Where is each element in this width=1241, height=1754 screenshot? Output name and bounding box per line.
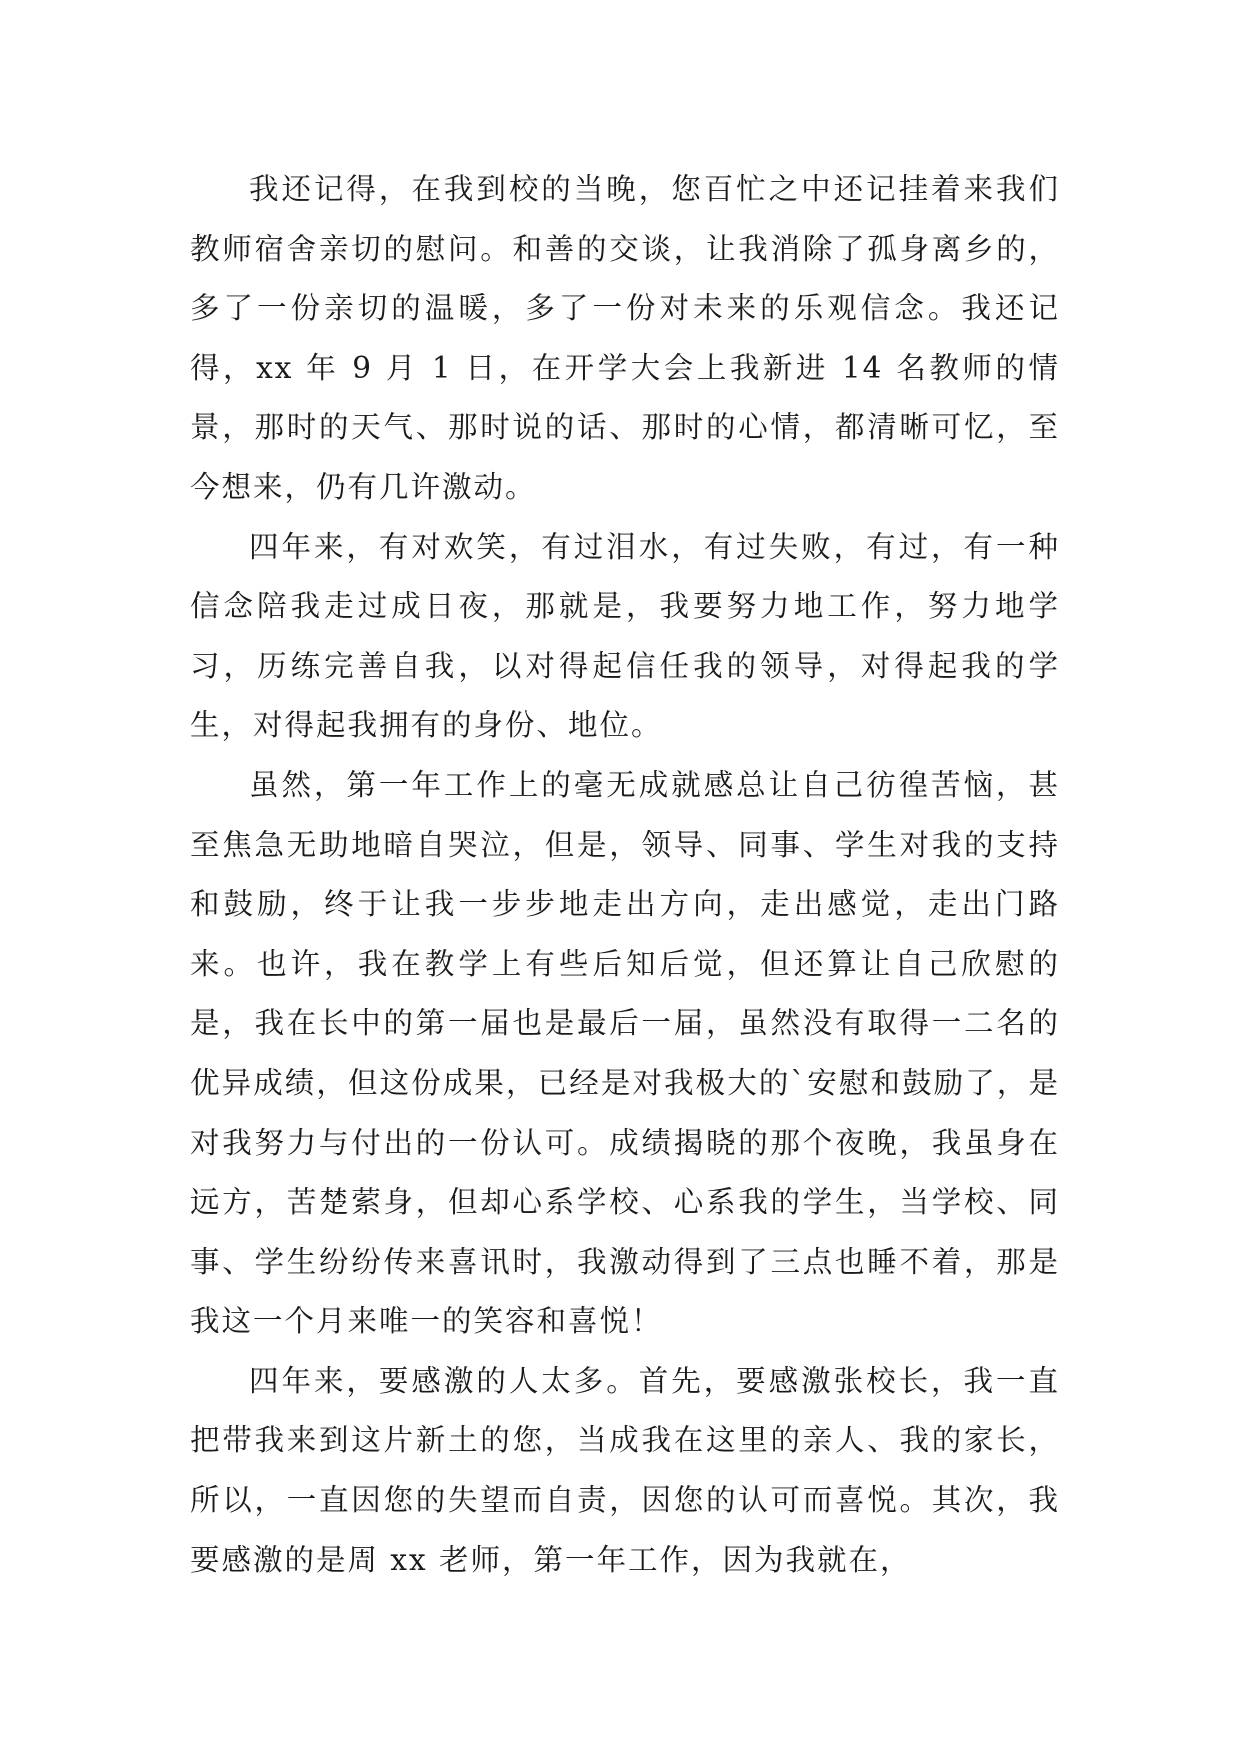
paragraph-2: 四年来，有对欢笑，有过泪水，有过失败，有过，有一种信念陪我走过成日夜，那就是，我要努力地工作，努力地学习，历练完善自我，以对得起信任我的领导，对得起我的学生，对得起我拥有的身份、地位。 (190, 529, 1060, 743)
paragraph-4: 四年来，要感激的人太多。首先，要感激张校长，我一直把带我来到这片新土的您，当成我在这里的亲人、我的家长，所以，一直因您的失望而自责，因您的认可而喜悦。其次，我要感激的是周 xx 老师，第一年工作，因为我就在， (190, 1363, 1060, 1577)
paragraph-1: 我还记得，在我到校的当晚，您百忙之中还记挂着来我们教师宿舍亲切的慰问。和善的交谈，让我消除了孤身离乡的，多了一份亲切的温暖，多了一份对未来的乐观信念。我还记得，xx 年 9 月 1 日，在开学大会上我新进 14 名教师的情景，那时的天气、那时说的话、那时的心情，都清晰可忆，至今想来，仍有几许激动。 (190, 172, 1060, 504)
document-body (190, 160, 1060, 1590)
paragraph-3: 虽然，第一年工作上的毫无成就感总让自己彷徨苦恼，甚至焦急无助地暗自哭泣，但是，领导、同事、学生对我的支持和鼓励，终于让我一步步地走出方向，走出感觉，走出门路来。也许，我在教学上有些后知后觉，但还算让自己欣慰的是，我在长中的第一届也是最后一届，虽然没有取得一二名的优异成绩，但这份成果，已经是对我极大的`安慰和鼓励了，是对我努力与付出的一份认可。成绩揭晓的那个夜晚，我虽身在远方，苦楚萦身，但却心系学校、心系我的学生，当学校、同事、学生纷纷传来喜讯时，我激动得到了三点也睡不着，那是我这一个月来唯一的笑容和喜悦！ (190, 767, 1060, 1339)
